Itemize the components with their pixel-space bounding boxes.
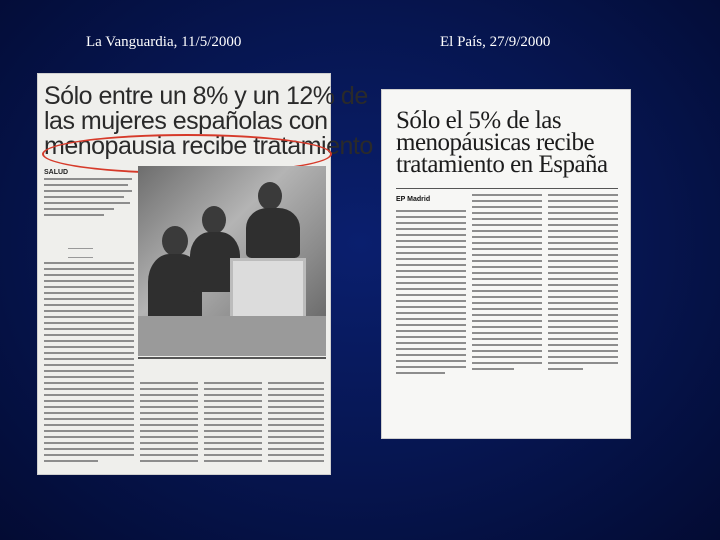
article-column-1	[44, 262, 134, 466]
headline-line-1: Sólo entre un 8% y un 12% de	[44, 82, 368, 110]
headline-rule	[396, 188, 618, 189]
headline-line-2: las mujeres españolas con	[44, 107, 328, 135]
article-column-1	[396, 210, 466, 378]
dateline: EP Madrid	[396, 196, 431, 203]
headline-line-3: menopausia recibe tratamiento	[44, 132, 373, 160]
photo-caption	[138, 357, 326, 359]
article-column-2	[140, 382, 198, 466]
article-photo	[138, 166, 326, 356]
byline-bar	[68, 248, 93, 258]
article-column-3	[204, 382, 262, 466]
caption-la-vanguardia: La Vanguardia, 11/5/2000	[86, 34, 242, 50]
newspaper-clipping-el-pais	[382, 90, 630, 438]
newspaper-clipping-la-vanguardia	[38, 74, 373, 474]
article-column-4	[268, 382, 324, 466]
article-column-2	[472, 194, 542, 374]
headline-line-1: Sólo el 5% de las	[396, 107, 562, 134]
article-deck	[44, 178, 136, 220]
headline-line-3: tratamiento en España	[396, 151, 608, 178]
caption-el-pais: El País, 27/9/2000	[440, 34, 551, 50]
section-label: SALUD	[44, 169, 69, 176]
clipping-headline	[396, 107, 626, 178]
headline-line-2: menopáusicas recibe	[396, 129, 595, 156]
article-column-3	[548, 194, 618, 374]
